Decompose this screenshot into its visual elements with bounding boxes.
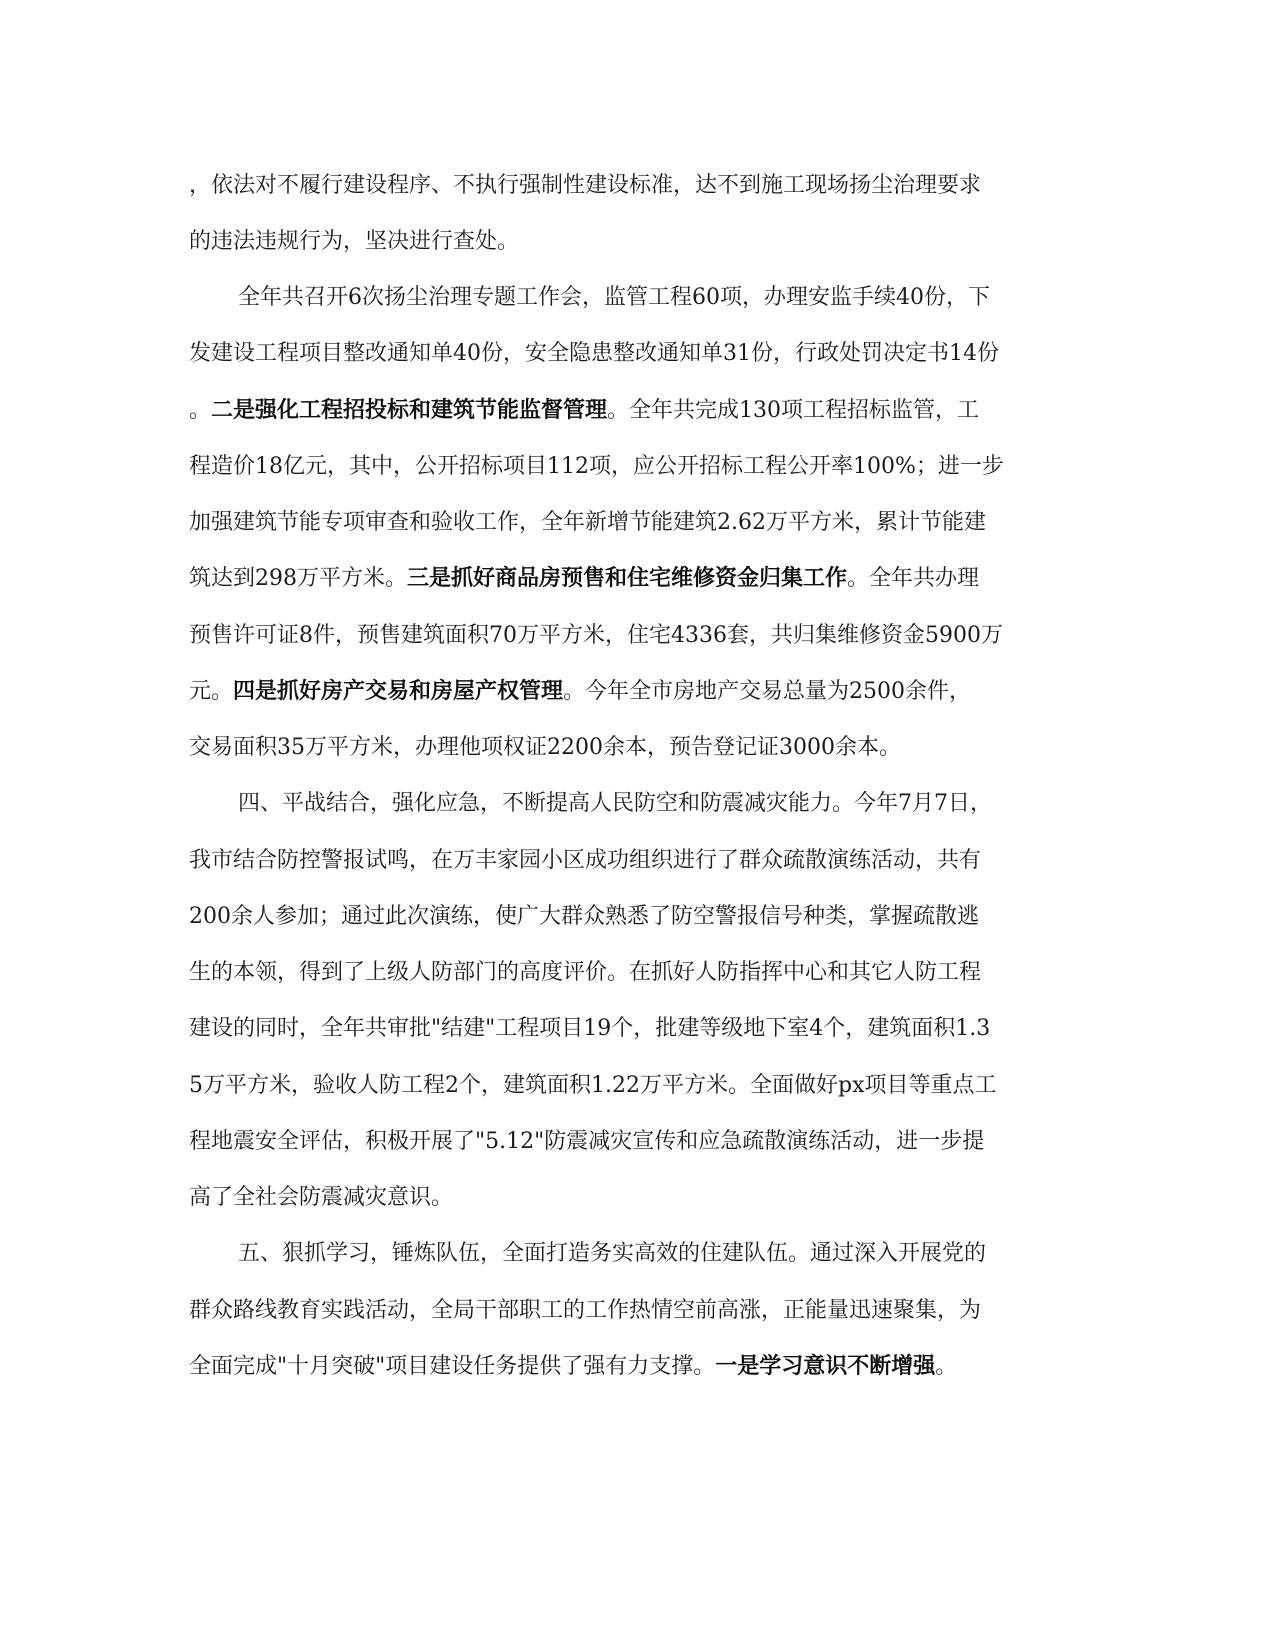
text-line-1 bbox=[189, 171, 1089, 201]
body-text: 加强建筑节能专项审查和验收工作，全年新增节能建筑2.62万平方米，累计节能建 bbox=[189, 510, 986, 535]
text-line-11 bbox=[189, 733, 1089, 763]
body-text: 我市结合防控警报试鸣，在万丰家园小区成功组织进行了群众疏散演练活动，共有 bbox=[189, 848, 982, 873]
body-text: 5万平方米，验收人防工程2个，建筑面积1.22万平方米。全面做好px项目等重点工 bbox=[189, 1073, 997, 1098]
text-line-10 bbox=[189, 677, 1089, 707]
text-line-22 bbox=[189, 1352, 1089, 1382]
body-text: 的违法违规行为，坚决进行查处。 bbox=[189, 229, 520, 254]
text-line-21 bbox=[189, 1296, 1089, 1326]
body-text: 预售许可证8件，预售建筑面积70万平方米，住宅4336套，共归集维修资金5900万 bbox=[189, 623, 1003, 648]
body-text: 。 bbox=[189, 398, 212, 423]
text-line-13 bbox=[189, 846, 1089, 876]
text-line-12 bbox=[238, 789, 1138, 819]
body-text: 程造价18亿元，其中，公开招标项目112项，应公开招标工程公开率100%；进一步 bbox=[189, 454, 1004, 479]
body-text: 全年共召开6次扬尘治理专题工作会，监管工程60项，办理安监手续40份，下 bbox=[238, 285, 990, 310]
text-line-8 bbox=[189, 564, 1089, 594]
text-line-6 bbox=[189, 452, 1089, 482]
body-text: 群众路线教育实践活动，全局干部职工的工作热情空前高涨，正能量迅速聚集，为 bbox=[189, 1298, 982, 1323]
body-text: 。全年共办理 bbox=[847, 566, 980, 591]
bold-heading-text: 二是强化工程招投标和建筑节能监督管理 bbox=[211, 398, 608, 423]
bold-heading-text: 三是抓好商品房预售和住宅维修资金归集工作 bbox=[407, 566, 848, 591]
body-text: 四、平战结合，强化应急，不断提高人民防空和防震减灾能力。今年7月7日， bbox=[238, 791, 992, 816]
text-line-2 bbox=[189, 227, 1089, 257]
body-text: 。今年全市房地产交易总量为2500余件， bbox=[563, 679, 972, 704]
text-line-4 bbox=[189, 339, 1089, 369]
text-line-7 bbox=[189, 508, 1089, 538]
body-text: 筑达到298万平方米。 bbox=[189, 566, 407, 591]
text-line-3 bbox=[238, 283, 1138, 313]
text-line-16 bbox=[189, 1014, 1089, 1044]
text-line-20 bbox=[238, 1239, 1138, 1269]
bold-heading-text: 四是抓好房产交易和房屋产权管理 bbox=[233, 679, 564, 704]
body-text: 高了全社会防震减灾意识。 bbox=[189, 1185, 454, 1210]
body-text: 程地震安全评估，积极开展了"5.12"防震减灾宣传和应急疏散演练活动，进一步提 bbox=[189, 1129, 985, 1154]
body-text: 元。 bbox=[189, 679, 234, 704]
text-line-14 bbox=[189, 902, 1089, 932]
body-text: 。全年共完成130项工程招标监管，工 bbox=[607, 398, 980, 423]
text-line-17 bbox=[189, 1071, 1089, 1101]
body-text: 。 bbox=[935, 1354, 958, 1379]
text-line-5 bbox=[189, 396, 1089, 426]
body-text: 建设的同时，全年共审批"结建"工程项目19个，批建等级地下室4个，建筑面积1.3 bbox=[189, 1016, 991, 1041]
text-line-19 bbox=[189, 1183, 1089, 1213]
bold-heading-text: 一是学习意识不断增强 bbox=[715, 1354, 936, 1379]
body-text: 发建设工程项目整改通知单40份，安全隐患整改通知单31份，行政处罚决定书14份 bbox=[189, 341, 999, 366]
text-line-9 bbox=[189, 621, 1089, 651]
text-line-18 bbox=[189, 1127, 1089, 1157]
body-text: ，依法对不履行建设程序、不执行强制性建设标准，达不到施工现场扬尘治理要求 bbox=[189, 173, 982, 198]
text-line-15 bbox=[189, 958, 1089, 988]
body-text: 全面完成"十月突破"项目建设任务提供了强有力支撑。 bbox=[189, 1354, 716, 1379]
body-text: 生的本领，得到了上级人防部门的高度评价。在抓好人防指挥中心和其它人防工程 bbox=[189, 960, 982, 985]
body-text: 五、狠抓学习，锤炼队伍，全面打造务实高效的住建队伍。通过深入开展党的 bbox=[238, 1241, 987, 1266]
body-text: 交易面积35万平方米，办理他项权证2200余本，预告登记证3000余本。 bbox=[189, 735, 901, 760]
body-text: 200余人参加；通过此次演练，使广大群众熟悉了防空警报信号种类，掌握疏散逃 bbox=[189, 904, 979, 929]
